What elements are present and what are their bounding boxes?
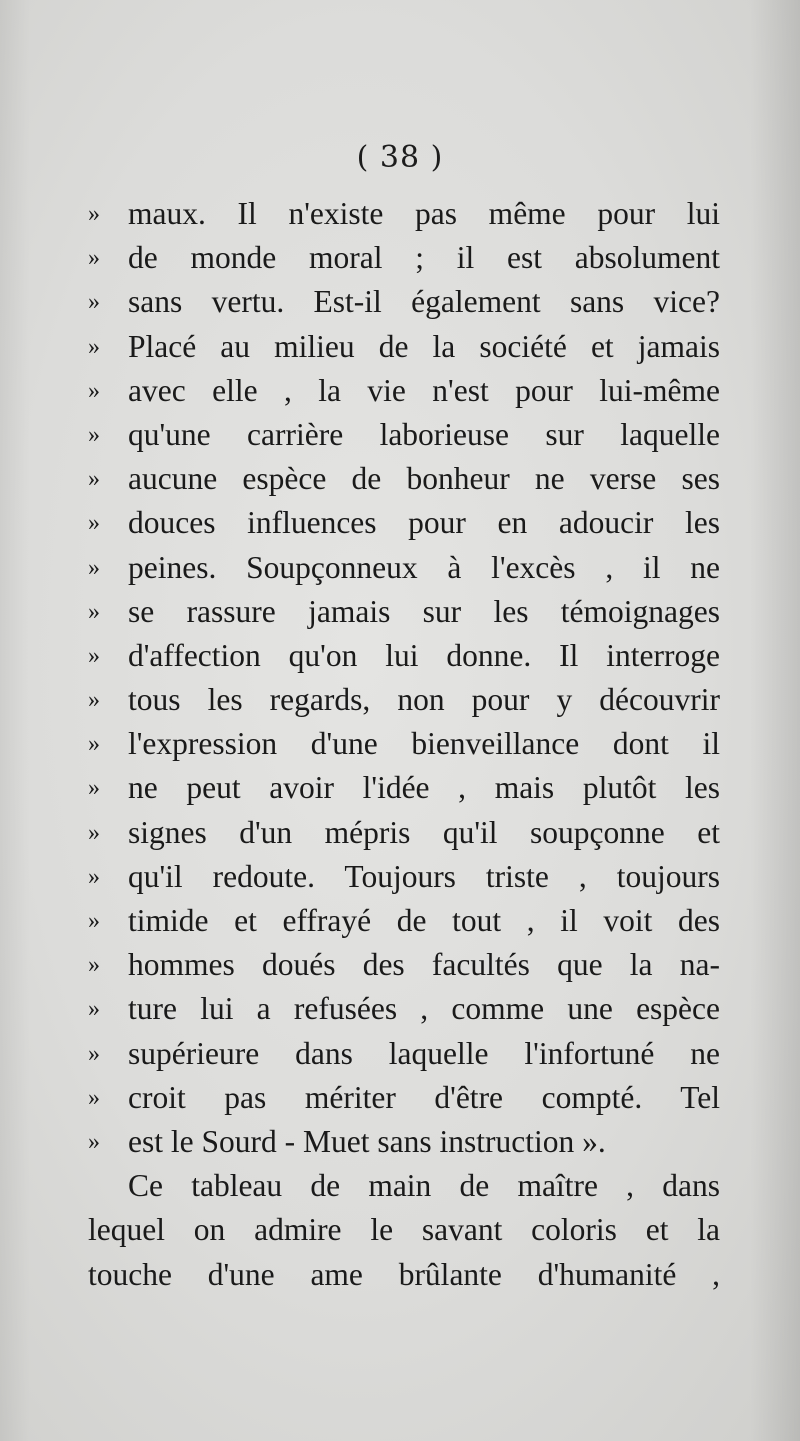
text-line — [88, 722, 720, 766]
text-line — [88, 369, 720, 413]
quote-mark: » — [88, 996, 100, 1023]
quote-mark: » — [88, 731, 100, 758]
text-line — [88, 943, 720, 987]
line-text: croit pas mériter d'être compté. Tel — [128, 1079, 720, 1115]
quote-mark: » — [88, 819, 100, 846]
quote-mark: » — [88, 245, 100, 272]
text-line — [88, 280, 720, 324]
line-text: d'affection qu'on lui donne. Il interroge — [128, 637, 720, 673]
line-text: Placé au milieu de la société et jamais — [128, 328, 720, 364]
quote-mark: » — [88, 1128, 100, 1155]
line-text: maux. Il n'existe pas même pour lui — [128, 196, 720, 231]
text-line — [88, 590, 720, 634]
line-text: douces influences pour en adoucir les — [128, 505, 720, 541]
page-number: ( 38 ) — [356, 140, 444, 175]
line-text: se rassure jamais sur les témoignages — [128, 593, 720, 629]
quote-mark: » — [88, 598, 100, 625]
text-line — [88, 678, 720, 722]
quote-mark: » — [88, 908, 100, 934]
quote-mark: » — [88, 421, 100, 448]
line-text: sans vertu. Est-il également sans vice? — [128, 284, 720, 320]
line-text: l'expression d'une bienveillance dont il — [128, 726, 720, 762]
quote-mark: » — [88, 201, 100, 227]
line-text: qu'il redoute. Toujours triste , toujours — [128, 858, 720, 894]
line-text: hommes doués des facultés que la na- — [128, 947, 720, 983]
quote-mark: » — [88, 510, 100, 537]
line-text: lequel on admire le savant coloris et la — [88, 1212, 720, 1248]
quote-mark: » — [88, 687, 100, 714]
text-line — [88, 1032, 720, 1076]
line-text: supérieure dans laquelle l'infortuné ne — [128, 1035, 720, 1071]
line-text: avec elle , la vie n'est pour lui-même — [128, 372, 720, 408]
line-text: qu'une carrière laborieuse sur laquelle — [128, 416, 720, 452]
quote-mark: » — [88, 952, 100, 979]
line-text: aucune espèce de bonheur ne verse ses — [128, 461, 720, 497]
line-text: ture lui a refusées , comme une espèce — [128, 991, 720, 1027]
line-text: tous les regards, non pour y découvrir — [128, 682, 720, 718]
text-line — [88, 766, 720, 810]
line-text: touche d'une ame brûlante d'humanité , — [88, 1256, 720, 1292]
text-line — [88, 1208, 720, 1252]
page-shadow-left — [0, 0, 30, 1441]
line-text: peines. Soupçonneux à l'excès , il ne — [128, 549, 720, 585]
quote-mark: » — [88, 1040, 100, 1067]
quote-mark: » — [88, 289, 100, 316]
text-line — [88, 811, 720, 855]
line-text: timide et effrayé de tout , il voit des — [128, 903, 720, 938]
text-line — [88, 413, 720, 457]
paragraph-first-line — [88, 1164, 720, 1208]
line-text: de monde moral ; il est absolument — [128, 240, 720, 276]
text-line — [88, 1076, 720, 1120]
text-line — [88, 546, 720, 590]
quote-mark: » — [88, 863, 100, 890]
page-shadow-right — [750, 0, 800, 1441]
text-line — [88, 236, 720, 280]
quote-mark: » — [88, 775, 100, 802]
body-text — [88, 192, 720, 1297]
line-text: ne peut avoir l'idée , mais plutôt les — [128, 770, 720, 806]
text-line — [88, 987, 720, 1031]
quote-mark: » — [88, 333, 100, 360]
line-text: signes d'un mépris qu'il soupçonne et — [128, 814, 720, 850]
text-line — [88, 899, 720, 943]
text-line — [88, 325, 720, 369]
quote-mark: » — [88, 466, 100, 493]
quote-mark: » — [88, 554, 100, 581]
text-line — [88, 501, 720, 545]
quote-mark: » — [88, 1084, 100, 1111]
line-text: Ce tableau de main de maître , dans — [128, 1168, 720, 1204]
quote-mark: » — [88, 377, 100, 404]
text-line — [88, 1120, 720, 1164]
text-line — [88, 192, 720, 236]
text-line — [88, 634, 720, 678]
text-line — [88, 457, 720, 501]
text-line — [88, 855, 720, 899]
quote-mark: » — [88, 642, 100, 669]
line-text: est le Sourd - Muet sans instruction ». — [128, 1123, 606, 1159]
text-line — [88, 1253, 720, 1297]
